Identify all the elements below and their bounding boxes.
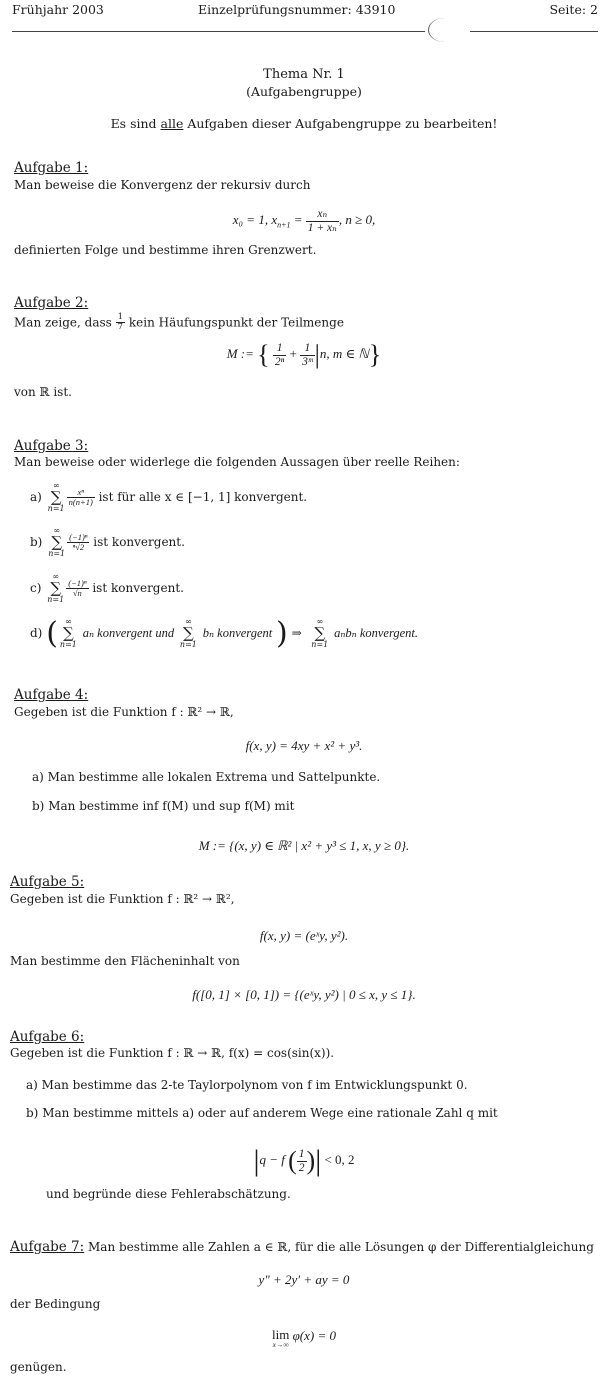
- aufgabe-5-intro: Gegeben ist die Funktion f : ℝ² → ℝ²,: [10, 892, 235, 906]
- aufgabe-7-condition-text: der Bedingung: [10, 1297, 101, 1311]
- header-exam-number: Einzelprüfungsnummer: 43910: [198, 2, 396, 17]
- aufgabe-5-text: Man bestimme den Flächeninhalt von: [10, 954, 240, 968]
- header-rule-arc: [428, 18, 461, 42]
- aufgabe-3-item-b: b) ∞ ∑ n=1 $\frac{\text{(−1)ⁿ}}{\text{ⁿ√2}}$ ist konvergent.: [30, 526, 185, 558]
- aufgabe-6-intro: Gegeben ist die Funktion f : ℝ → ℝ, f(x) = cos(sin(x)).: [10, 1046, 335, 1060]
- aufgabe-5-heading: Aufgabe 5:: [10, 874, 85, 890]
- header-rule-right: [470, 31, 598, 32]
- thema-title: Thema Nr. 1: [263, 67, 345, 82]
- aufgabe-2-heading: Aufgabe 2:: [14, 295, 89, 311]
- aufgabe-4-heading: Aufgabe 4:: [14, 687, 89, 703]
- aufgabe-3-item-a: a) ∞ ∑ n=1 $\frac{\text{xⁿ}}{n(n+1)}$ ist für alle x ∈ [−1, 1] konvergent.: [30, 481, 308, 513]
- aufgabe-7-limit: lim x→∞ φ(x) = 0: [272, 1327, 336, 1349]
- aufgabe-3-heading: Aufgabe 3:: [14, 438, 89, 454]
- aufgabe-5-formula-2: f([0, 1] × [0, 1]) = {(eˣy, y²) | 0 ≤ x, y ≤ 1}.: [192, 987, 416, 1002]
- aufgabe-3-item-c: c) ∞ ∑ n=1 $\frac{\text{(−1)ⁿ}}{√n}$ ist konvergent.: [30, 572, 184, 604]
- aufgabe-6-item-b: b) Man bestimme mittels a) oder auf anderem Wege eine rationale Zahl q mit: [26, 1106, 498, 1120]
- aufgabe-2-outro: von ℝ ist.: [14, 385, 72, 399]
- aufgabe-3-item-d: d) ( ∞ ∑ n=1 aₙ konvergent und ∞ ∑ n=1 bₙ konvergent ) ⇒ ∞ ∑ n=1 aₙbₙ konvergent.: [30, 616, 419, 651]
- aufgabe-2-set: M := { $\frac{1}{\text{2ⁿ}}$ + $\frac{1}{\text{3ᵐ}}$ |n, m ∈ ℕ}: [226, 340, 382, 369]
- header-rule-left: [12, 31, 425, 32]
- aufgabe-2-intro: Man zeige, dass $\frac{1}{7}$ kein Häufungspunkt der Teilmenge: [14, 312, 344, 333]
- aufgabe-1-intro: Man beweise die Konvergenz der rekursiv durch: [14, 178, 311, 192]
- aufgabe-4-item-b: b) Man bestimme inf f(M) und sup f(M) mit: [32, 799, 295, 813]
- aufgabe-6-outro: und begründe diese Fehlerabschätzung.: [46, 1187, 291, 1201]
- aufgabe-4-item-a: a) Man bestimme alle lokalen Extrema und Sattelpunkte.: [32, 770, 381, 784]
- aufgabe-1-heading: Aufgabe 1:: [14, 160, 89, 176]
- aufgabe-7-outro: genügen.: [10, 1360, 67, 1374]
- header-semester: Frühjahr 2003: [12, 2, 104, 17]
- thema-subtitle: (Aufgabengruppe): [246, 84, 362, 99]
- aufgabe-6-heading: Aufgabe 6:: [10, 1029, 85, 1045]
- aufgabe-4-intro: Gegeben ist die Funktion f : ℝ² → ℝ,: [14, 705, 234, 719]
- aufgabe-6-inequality: |q − f ( $\frac{1}{2}$ )| < 0, 2: [253, 1144, 355, 1177]
- aufgabe-7-formula: y″ + 2y′ + ay = 0: [258, 1272, 350, 1287]
- aufgabe-7-intro: Aufgabe 7: Man bestimme alle Zahlen a ∈ ℝ, für die alle Lösungen φ der Differentialgleichung: [10, 1239, 594, 1255]
- aufgabe-5-formula: f(x, y) = (eˣy, y²).: [259, 928, 349, 943]
- aufgabe-3-intro: Man beweise oder widerlege die folgenden Aussagen über reelle Reihen:: [14, 455, 460, 469]
- aufgabe-4-formula: f(x, y) = 4xy + x² + y³.: [245, 738, 363, 753]
- aufgabe-4-set: M := {(x, y) ∈ ℝ² | x² + y³ ≤ 1, x, y ≥ 0}.: [198, 838, 410, 853]
- aufgabe-7-heading: Aufgabe 7:: [10, 1239, 85, 1255]
- aufgabe-6-item-a: a) Man bestimme das 2-te Taylorpolynom von f im Entwicklungspunkt 0.: [26, 1078, 468, 1092]
- aufgabe-1-outro: definierten Folge und bestimme ihren Grenzwert.: [14, 243, 317, 257]
- aufgabe-1-formula: x₀ = 1, $x_{n+1}$ = $\frac{\text{xₙ}}{\text{1 + xₙ}}$ , n ≥ 0,: [232, 208, 376, 234]
- instruction: Es sind alle Aufgaben dieser Aufgabengruppe zu bearbeiten!: [110, 116, 498, 131]
- header-page-number: Seite: 2: [549, 2, 598, 17]
